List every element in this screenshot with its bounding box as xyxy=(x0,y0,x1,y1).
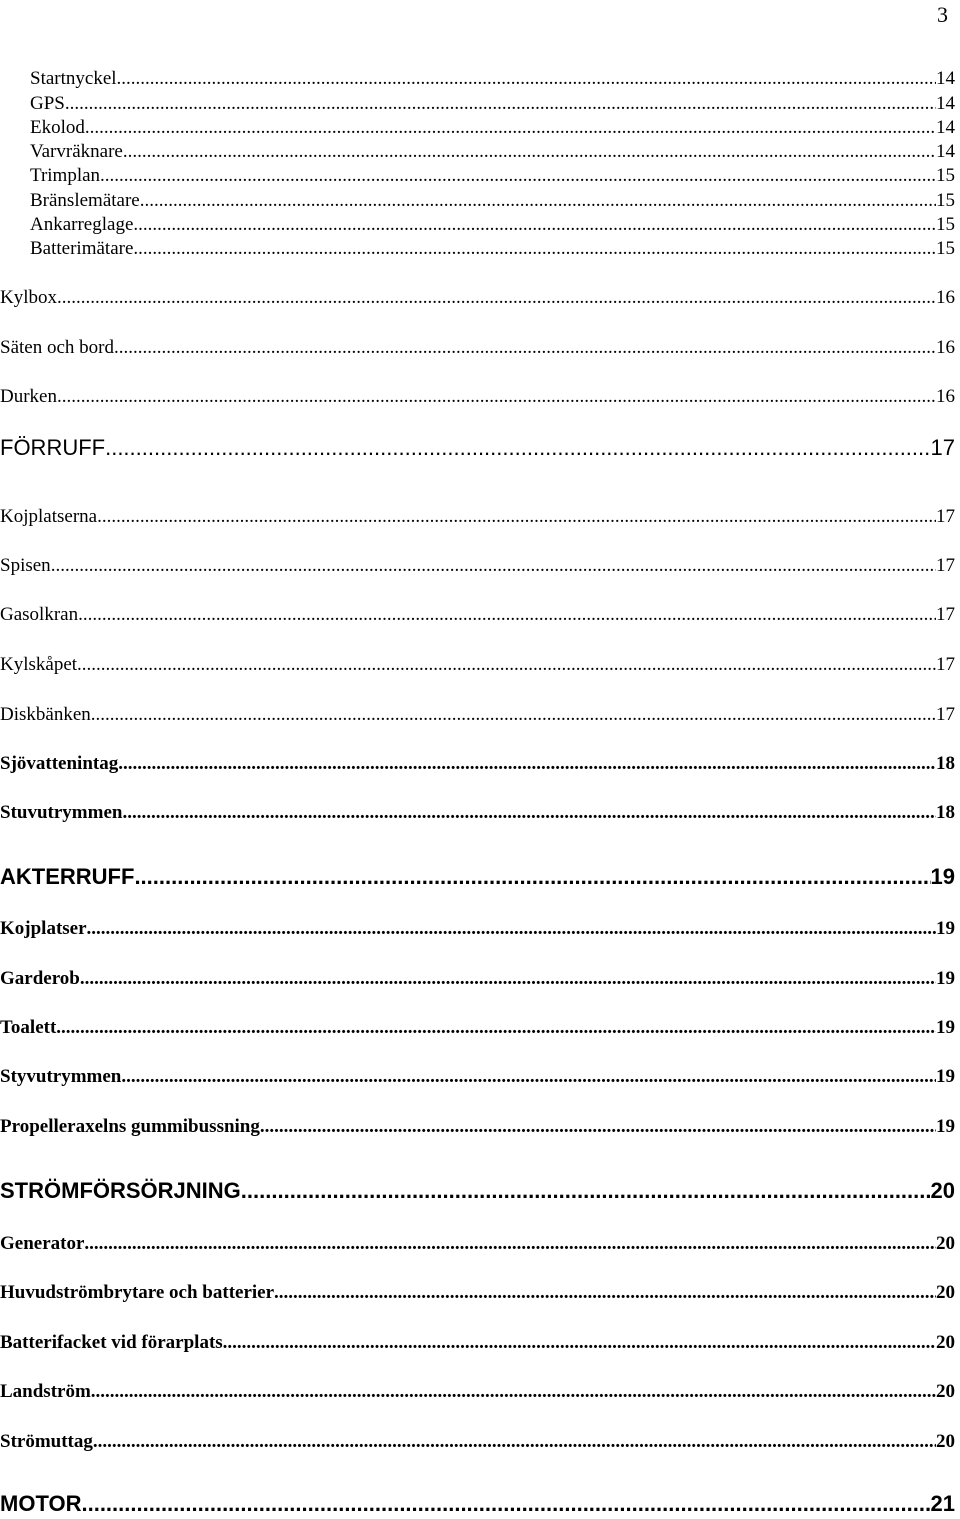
toc-entry-label: Batterimätare xyxy=(30,238,134,259)
toc-entry-label: Bränslemätare xyxy=(30,190,140,211)
toc-entry-page: 17 xyxy=(936,704,955,725)
toc-entry-label: AKTERRUFF xyxy=(0,864,135,889)
toc-entry-kylskapet[interactable] xyxy=(0,651,955,679)
toc-entry-label: Ankarreglage xyxy=(30,214,134,235)
dot-leader xyxy=(100,163,936,189)
toc-entry-page: 19 xyxy=(936,1066,955,1087)
toc-entry-gps[interactable] xyxy=(30,91,955,117)
dot-leader xyxy=(241,1176,931,1206)
toc-entry-page: 17 xyxy=(936,555,955,576)
toc-entry-page: 14 xyxy=(936,141,955,162)
toc-entry-label: Garderob xyxy=(0,968,80,989)
toc-entry-page: 17 xyxy=(936,654,955,675)
toc-entry-page: 19 xyxy=(936,968,955,989)
dot-leader xyxy=(133,212,936,238)
dot-leader xyxy=(97,503,936,531)
dot-leader xyxy=(260,1113,936,1141)
toc-entry-diskbanken[interactable] xyxy=(0,701,955,729)
dot-leader xyxy=(93,1428,936,1456)
toc-entry-label: Landström xyxy=(0,1381,91,1402)
toc-entry-page: 20 xyxy=(936,1431,955,1452)
dot-leader xyxy=(117,66,936,92)
toc-entry-label: Generator xyxy=(0,1233,85,1254)
toc-entry-label: MOTOR xyxy=(0,1491,82,1516)
toc-entry-toalett[interactable] xyxy=(0,1014,955,1042)
dot-leader xyxy=(80,965,936,993)
toc-entry-page: 21 xyxy=(930,1491,955,1516)
toc-entry-spisen[interactable] xyxy=(0,552,955,580)
dot-leader xyxy=(57,284,936,312)
dot-leader xyxy=(51,552,936,580)
toc-entry-label: Stuvutrymmen xyxy=(0,802,123,823)
dot-leader xyxy=(77,651,936,679)
toc-entry-sjovattenintag[interactable] xyxy=(0,750,955,778)
dot-leader xyxy=(85,115,936,141)
dot-leader xyxy=(91,701,936,729)
toc-entry-kylbox[interactable] xyxy=(0,284,955,312)
dot-leader xyxy=(65,91,936,117)
toc-entry-page: 16 xyxy=(936,337,955,358)
toc-entry-styvutrymmen[interactable] xyxy=(0,1063,955,1091)
toc-entry-page: 19 xyxy=(936,918,955,939)
dot-leader xyxy=(114,334,936,362)
toc-entry-label: Strömuttag xyxy=(0,1431,93,1452)
toc-entry-label: Säten och bord xyxy=(0,337,114,358)
toc-entry-page: 17 xyxy=(930,435,955,460)
dot-leader xyxy=(105,433,930,463)
dot-leader xyxy=(122,799,936,827)
toc-entry-label: Kylbox xyxy=(0,287,57,308)
toc-entry-page: 20 xyxy=(930,1178,955,1203)
toc-entry-label: STRÖMFÖRSÖRJNING xyxy=(0,1178,241,1203)
toc-entry-label: Spisen xyxy=(0,555,51,576)
toc-entry-page: 17 xyxy=(936,604,955,625)
toc-entry-page: 20 xyxy=(936,1332,955,1353)
toc-entry-label: FÖRRUFF xyxy=(0,435,106,460)
toc-entry-page: 14 xyxy=(936,117,955,138)
toc-entry-gasolkran[interactable] xyxy=(0,601,955,629)
toc-entry-page: 20 xyxy=(936,1233,955,1254)
dot-leader xyxy=(223,1329,936,1357)
toc-entry-label: Varvräknare xyxy=(30,141,123,162)
toc-entry-akterruff[interactable] xyxy=(0,862,955,892)
toc-entry-label: Batterifacket vid förarplats xyxy=(0,1332,223,1353)
dot-leader xyxy=(57,383,936,411)
dot-leader xyxy=(133,236,936,262)
dot-leader xyxy=(56,1014,936,1042)
dot-leader xyxy=(140,188,936,214)
toc-entry-label: Ekolod xyxy=(30,117,85,138)
toc-entry-trimplan[interactable] xyxy=(30,163,955,189)
dot-leader xyxy=(123,139,936,165)
toc-entry-page: 15 xyxy=(936,190,955,211)
toc-entry-page: 15 xyxy=(936,214,955,235)
toc-entry-stuvutrymmen[interactable] xyxy=(0,799,955,827)
dot-leader xyxy=(87,915,936,943)
toc-entry-page: 16 xyxy=(936,287,955,308)
toc-entry-ankarreglage[interactable] xyxy=(30,212,955,238)
toc-entry-forruff[interactable] xyxy=(0,433,955,463)
dot-leader xyxy=(81,1489,930,1519)
toc-entry-label: GPS xyxy=(30,93,65,114)
toc-entry-page: 19 xyxy=(936,1017,955,1038)
dot-leader xyxy=(91,1378,936,1406)
toc-entry-landstrom[interactable] xyxy=(0,1378,955,1406)
toc-entry-batterifacket[interactable] xyxy=(0,1329,955,1357)
toc-entry-page: 20 xyxy=(936,1381,955,1402)
toc-entry-ekolod[interactable] xyxy=(30,115,955,141)
page-number: 3 xyxy=(937,2,948,27)
toc-entry-startnyckel[interactable] xyxy=(30,66,955,92)
toc-entry-page: 19 xyxy=(930,864,955,889)
dot-leader xyxy=(274,1279,936,1307)
toc-entry-propelleraxelns-gummibussning[interactable] xyxy=(0,1113,955,1141)
toc-entry-branslematare[interactable] xyxy=(30,188,955,214)
toc-entry-label: Toalett xyxy=(0,1017,57,1038)
toc-entry-batterimatare[interactable] xyxy=(30,236,955,262)
toc-entry-varvraknare[interactable] xyxy=(30,139,955,165)
toc-entry-page: 20 xyxy=(936,1282,955,1303)
toc-entry-page: 19 xyxy=(936,1116,955,1137)
toc-entry-page: 18 xyxy=(936,802,955,823)
toc-entry-label: Startnyckel xyxy=(30,68,117,89)
toc-entry-page: 14 xyxy=(936,93,955,114)
toc-entry-label: Diskbänken xyxy=(0,704,91,725)
toc-entry-stromforsorjning[interactable] xyxy=(0,1176,955,1206)
toc-entry-page: 16 xyxy=(936,386,955,407)
toc-entry-motor[interactable] xyxy=(0,1489,955,1519)
toc-entry-label: Sjövattenintag xyxy=(0,753,119,774)
toc-entry-durken[interactable] xyxy=(0,383,955,411)
toc-entry-page: 17 xyxy=(936,506,955,527)
toc-entry-page: 15 xyxy=(936,238,955,259)
toc-entry-label: Kojplatserna xyxy=(0,506,98,527)
toc-entry-label: Trimplan xyxy=(30,165,101,186)
toc-entry-kojplatserna[interactable] xyxy=(0,503,955,531)
toc-entry-label: Styvutrymmen xyxy=(0,1066,122,1087)
toc-entry-label: Huvudströmbrytare och batterier xyxy=(0,1282,275,1303)
dot-leader xyxy=(78,601,936,629)
dot-leader xyxy=(134,862,930,892)
toc-entry-kojplatser[interactable] xyxy=(0,915,955,943)
toc-entry-page: 18 xyxy=(936,753,955,774)
dot-leader xyxy=(118,750,936,778)
toc-entry-page: 14 xyxy=(936,68,955,89)
toc-entry-garderob[interactable] xyxy=(0,965,955,993)
toc-entry-label: Kojplatser xyxy=(0,918,87,939)
toc-entry-label: Kylskåpet xyxy=(0,654,78,675)
toc-entry-label: Durken xyxy=(0,386,57,407)
toc-entry-label: Propelleraxelns gummibussning xyxy=(0,1116,260,1137)
toc-entry-generator[interactable] xyxy=(0,1230,955,1258)
toc-entry-label: Gasolkran xyxy=(0,604,79,625)
toc-entry-stromuttag[interactable] xyxy=(0,1428,955,1456)
toc-entry-page: 15 xyxy=(936,165,955,186)
dot-leader xyxy=(84,1230,936,1258)
toc-entry-huvudstrombrytare[interactable] xyxy=(0,1279,955,1307)
dot-leader xyxy=(121,1063,936,1091)
toc-entry-saten-och-bord[interactable] xyxy=(0,334,955,362)
